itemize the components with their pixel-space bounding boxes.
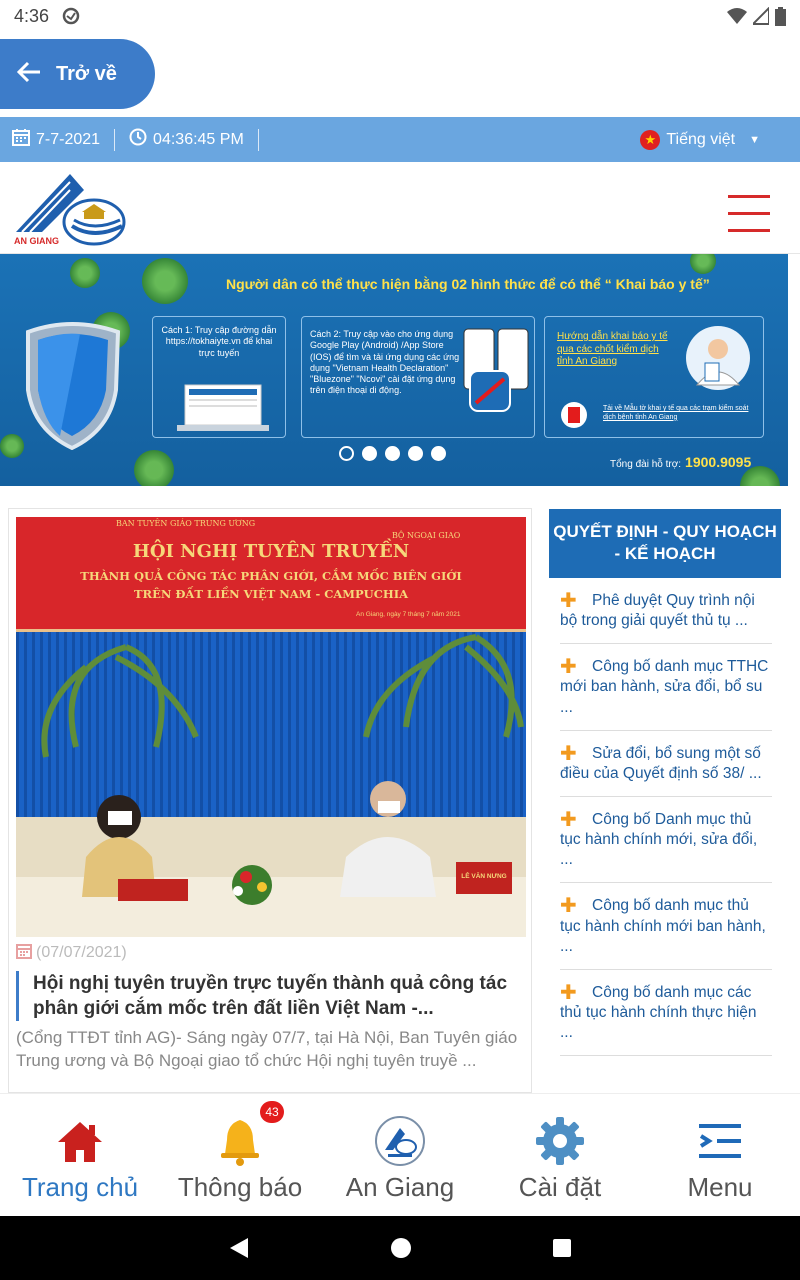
featured-news-card[interactable] [8, 508, 532, 1093]
language-label: Tiếng việt [666, 130, 736, 148]
virus-illustration [70, 258, 100, 288]
virus-illustration [690, 254, 716, 274]
sidebar-heading: QUYẾT ĐỊNH - QUY HOẠCH - KẾ HOẠCH [549, 509, 781, 578]
plus-icon: ✚ [560, 981, 577, 1004]
sync-icon [61, 6, 81, 26]
tab-notifications[interactable] [160, 1094, 320, 1217]
sidebar-item-label: Công bố danh mục thủ tục hành chính mới ban hành, ... [560, 897, 766, 955]
banner-headline: Người dân có thể thực hiện bằng 02 hình thức để có thể “ Khai báo y tế” [226, 276, 710, 292]
tab-label: Menu [687, 1172, 753, 1202]
laptop-icon [177, 383, 269, 433]
news-date-row [16, 943, 127, 962]
language-selector[interactable] [640, 130, 760, 150]
sidebar-item-label: Công bố danh mục TTHC mới ban hành, sửa đổi, bổ su ... [560, 658, 769, 716]
menu-icon [695, 1116, 745, 1166]
photo-banner-line3: TRÊN ĐẤT LIỀN VIỆT NAM - CAMPUCHIA [133, 587, 409, 601]
battery-icon [775, 7, 786, 26]
nav-back-icon[interactable] [228, 1236, 250, 1260]
an-giang-logo[interactable] [12, 168, 127, 250]
photo-banner-date: An Giang, ngày 7 tháng 7 năm 2021 [356, 611, 461, 618]
carousel-dot[interactable] [362, 446, 377, 461]
nav-home-icon[interactable] [390, 1237, 412, 1259]
hamburger-menu-button[interactable] [728, 195, 770, 235]
tab-an-giang[interactable] [320, 1094, 480, 1217]
virus-illustration [142, 258, 188, 304]
carousel-dot[interactable] [431, 446, 446, 461]
status-time: 4:36 [14, 5, 50, 26]
hotline-label: Tổng đài hỗ trợ: [610, 459, 682, 470]
sidebar-item[interactable] [560, 644, 772, 730]
news-description: (Cổng TTĐT tỉnh AG)- Sáng ngày 07/7, tại Hà Nội, Ban Tuyên giáo Trung ương và Bộ Ngoại giao tổ chức Hội nghị tuyên truyề ... [16, 1028, 518, 1070]
gear-icon [535, 1116, 585, 1166]
plus-icon: ✚ [560, 742, 577, 765]
calendar-icon [16, 943, 32, 959]
sidebar-item-label: Phê duyệt Quy trình nội bộ trong giải quyết thủ tụ ... [560, 592, 755, 630]
logo-text: AN GIANG [14, 236, 59, 246]
wifi-icon [727, 7, 747, 25]
virus-illustration [134, 450, 174, 486]
sidebar-item-label: Công bố Danh mục thủ tục hành chính mới, sửa đổi, ... [560, 810, 758, 869]
plus-icon: ✚ [560, 808, 577, 831]
banner-card-checkpoint [544, 316, 764, 438]
card-app-text: Cách 2: Truy cập vào cho ứng dụng Google Play (Android) /App Store (IOS) để tìm và tải ứng dụng các ứng dụng "Vietnam Health Declaration" "Bluezone" "Ncovi" cài đặt ứng dụng trên điện thoại di động. [310, 329, 460, 396]
hamburger-line [728, 195, 770, 198]
hotline-number: 1900.9095 [685, 454, 752, 470]
card-checkpoint-title: Hướng dẫn khai báo y tế qua các chốt kiểm dịch tỉnh An Giang [557, 331, 668, 367]
bell-icon [215, 1116, 265, 1166]
news-title[interactable]: Hội nghị tuyên truyền trực tuyến thành quả công tác phân giới cắm mốc trên đất liền Việt Nam -... [16, 971, 524, 1021]
tab-label: Thông báo [177, 1172, 303, 1202]
tab-label: Cài đặt [518, 1172, 602, 1202]
card-checkpoint-note: Tải về Mẫu tờ khai y tế qua các trạm kiểm soát dịch bệnh tỉnh An Giang [603, 405, 749, 421]
cell-signal-icon [753, 7, 769, 25]
document-icon [561, 401, 587, 429]
divider [258, 129, 259, 151]
banner-card-web [152, 316, 286, 438]
doctor-icon [685, 325, 751, 391]
home-icon [55, 1116, 105, 1166]
tab-label: An Giang [345, 1172, 455, 1202]
vietnam-flag-icon: ★ [640, 130, 660, 150]
carousel-indicators [339, 446, 446, 461]
an-giang-logo-icon [375, 1116, 425, 1166]
notification-badge: 43 [260, 1101, 284, 1123]
bottom-tab-bar [0, 1093, 800, 1216]
site-header [0, 162, 800, 254]
phone-icon [462, 327, 530, 413]
system-nav-bar [0, 1216, 800, 1280]
photo-banner-left: BAN TUYÊN GIÁO TRUNG ƯƠNG [116, 519, 256, 528]
photo-nameplate: LÊ VĂN NƯNG [461, 873, 507, 880]
divider [114, 129, 115, 151]
plus-icon: ✚ [560, 895, 577, 918]
card-web-text: Cách 1: Truy cập đường dẫn https://tokhaiyte.vn để khai trực tuyến [161, 325, 277, 358]
sidebar-item[interactable] [560, 883, 772, 969]
carousel-dot[interactable] [408, 446, 423, 461]
photo-banner-title: HỘI NGHỊ TUYÊN TRUYỀN [132, 541, 410, 562]
hamburger-line [728, 212, 770, 215]
tab-settings[interactable] [480, 1094, 640, 1217]
decisions-sidebar [549, 509, 781, 1093]
clock-icon [129, 128, 147, 151]
sidebar-item[interactable] [560, 797, 772, 883]
arrow-left-icon [16, 60, 42, 89]
sidebar-item[interactable] [560, 970, 772, 1056]
photo-banner-right: BỘ NGOẠI GIAO [392, 531, 461, 540]
banner-card-app [301, 316, 535, 438]
tab-home[interactable] [0, 1094, 160, 1217]
status-bar [0, 0, 800, 32]
plus-icon: ✚ [560, 656, 577, 679]
tab-label: Trang chủ [21, 1172, 139, 1202]
info-bar [0, 117, 800, 162]
carousel-dot[interactable] [385, 446, 400, 461]
tab-menu[interactable] [640, 1094, 800, 1217]
current-time: 04:36:45 PM [153, 130, 244, 148]
nav-recents-icon[interactable] [552, 1238, 572, 1258]
banner-carousel[interactable] [0, 254, 788, 486]
current-date: 7-7-2021 [36, 130, 101, 148]
back-label: Trở về [56, 62, 117, 85]
sidebar-item-label: Sửa đổi, bổ sung một số điều của Quyết định số 38/ ... [560, 744, 762, 782]
caret-down-icon: ▼ [749, 133, 760, 146]
news-photo[interactable] [16, 517, 526, 937]
sidebar-item[interactable] [560, 578, 772, 644]
sidebar-item[interactable] [560, 731, 772, 797]
photo-banner-line2: THÀNH QUẢ CÔNG TÁC PHÂN GIỚI, CẮM MỐC BIÊN GIỚI [80, 569, 462, 583]
hotline [610, 454, 751, 470]
calendar-icon [12, 128, 30, 151]
carousel-dot[interactable] [339, 446, 354, 461]
news-date: (07/07/2021) [36, 944, 127, 961]
hamburger-line [728, 229, 770, 232]
plus-icon: ✚ [560, 590, 577, 612]
sidebar-item-label: Công bố danh mục các thủ tục hành chính thực hiện ... [560, 983, 757, 1042]
back-button[interactable] [0, 39, 155, 109]
shield-icon [20, 320, 125, 450]
